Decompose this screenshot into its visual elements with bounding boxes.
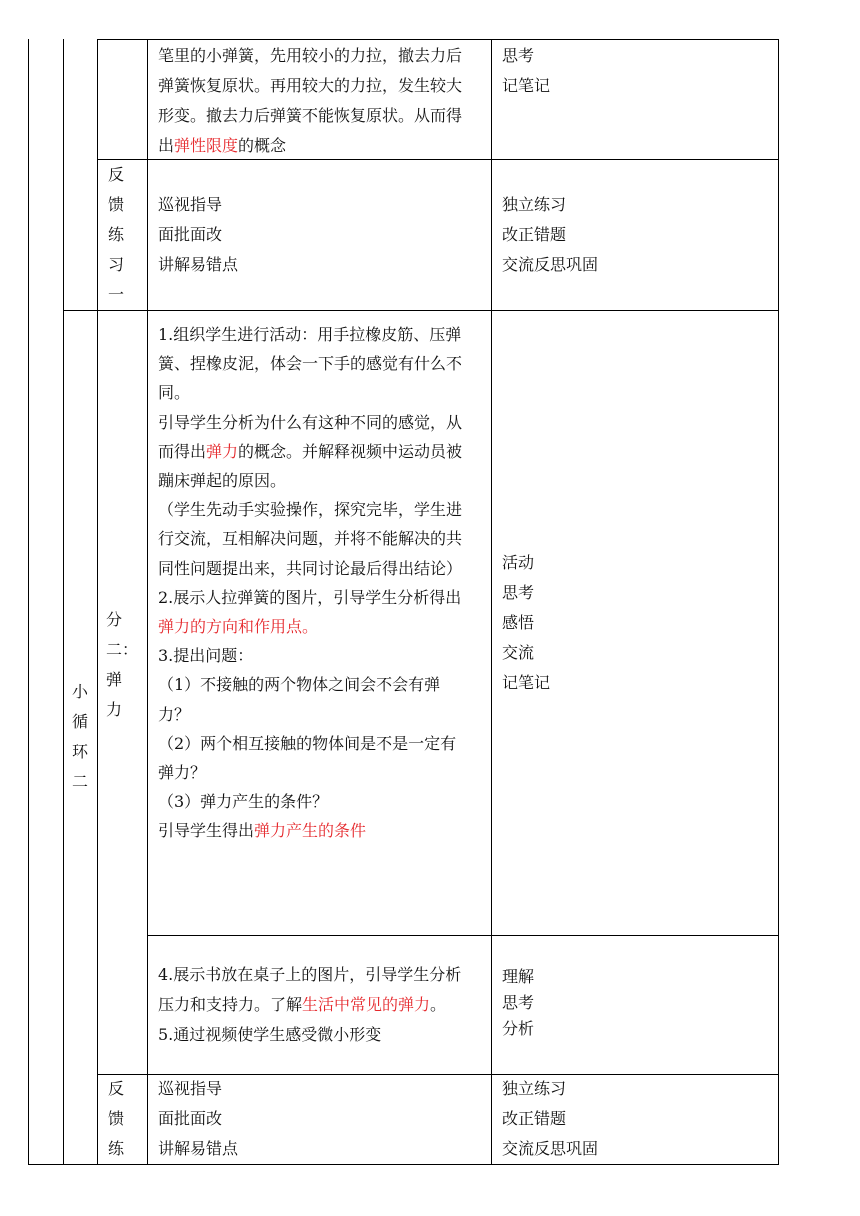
student-activity-line: 改正错题: [502, 1109, 567, 1128]
text-segment: 力？: [158, 704, 191, 724]
text-segment: 3.提出问题：: [158, 646, 254, 666]
teacher-activity-line: [158, 670, 462, 699]
stage-char: 练: [107, 225, 124, 244]
teacher-activity-line: [158, 787, 462, 816]
cycle-char: 循: [71, 712, 88, 731]
cycle-char: 二: [71, 772, 88, 791]
teacher-activity-line: 巡视指导: [158, 1079, 223, 1098]
stage-char: 反: [107, 1079, 124, 1098]
text-segment: 同性问题提出来，共同讨论最后得出结论）: [158, 558, 463, 578]
student-activity-line: 理解: [502, 967, 535, 986]
text-segment: 压力和支持力。了解: [158, 995, 303, 1014]
stage-char: 反: [107, 165, 124, 184]
teacher-activity-line: [158, 466, 462, 495]
teacher-activity-line: [158, 700, 462, 729]
teacher-activity-line: [158, 990, 461, 1020]
cycle-char: 环: [71, 742, 88, 761]
stage-char: 习: [107, 255, 124, 274]
row-5-teacher-activity: [158, 1074, 238, 1164]
text-segment: （学生先动手实验操作，探究完毕，学生进: [158, 500, 463, 520]
teacher-activity-line: [158, 641, 462, 670]
text-segment: 而得出: [158, 441, 207, 461]
stage-char: 馈: [107, 195, 124, 214]
teacher-activity-line: 讲解易错点: [158, 1139, 239, 1158]
row-3-student-activity: [502, 548, 550, 698]
row-5-stage-label: [104, 1074, 128, 1164]
student-activity-line: 改正错题: [502, 225, 567, 244]
teacher-activity-line: [158, 816, 462, 845]
text-segment: 的概念: [238, 136, 287, 155]
text-segment: （1）不接触的两个物体之间会不会有弹: [158, 675, 441, 695]
row-2-teacher-activity: [158, 190, 238, 280]
student-activity-line: 分析: [502, 1019, 535, 1038]
teacher-activity-line: 讲解易错点: [158, 255, 239, 274]
text-segment: （3）弹力产生的条件？: [158, 792, 329, 812]
text-segment: 行交流，互相解决问题，并将不能解决的共: [158, 529, 463, 549]
teacher-activity-line: [158, 101, 462, 131]
teacher-activity-line: [158, 960, 461, 990]
student-activity-line: 交流: [502, 643, 535, 662]
highlighted-term: 弹力: [206, 441, 239, 461]
row-3-stage-label: [106, 605, 138, 725]
student-activity-line: 独立练习: [502, 195, 567, 214]
teacher-activity-line: [158, 612, 462, 641]
student-activity-line: 思考: [502, 993, 535, 1012]
teacher-activity-line: [158, 320, 462, 349]
teacher-activity-line: [158, 131, 462, 161]
stage-char: 一: [107, 285, 124, 304]
text-segment: 2.展示人拉弹簧的图片，引导学生分析得出: [158, 587, 462, 607]
row-4-student-activity: [502, 964, 534, 1042]
teacher-activity-line: [158, 71, 462, 101]
row-1-student-activity: [502, 41, 550, 101]
cycle-char: 小: [71, 682, 88, 701]
highlighted-term: 弹力的方向和作用点。: [158, 617, 319, 637]
student-activity-line: 活动: [502, 553, 535, 572]
teacher-activity-line: [158, 495, 462, 524]
text-segment: 。: [430, 995, 447, 1014]
row-2-stage-label: [104, 160, 128, 310]
teacher-activity-line: [158, 349, 462, 378]
highlighted-term: 弹力产生的条件: [254, 821, 367, 841]
student-activity-line: 交流反思巩固: [502, 1139, 599, 1158]
highlighted-term: 弹性限度: [174, 136, 239, 155]
teacher-activity-line: [158, 758, 462, 787]
teacher-activity-line: [158, 378, 462, 407]
text-segment: 出: [158, 136, 175, 155]
row-5-student-activity: [502, 1074, 598, 1164]
student-activity-line: 记笔记: [502, 76, 551, 95]
text-segment: 引导学生分析为什么有这种不同的感觉，从: [158, 412, 463, 432]
text-segment: 的概念。并解释视频中运动员被: [238, 441, 463, 461]
student-activity-line: 独立练习: [502, 1079, 567, 1098]
text-segment: 形变。撤去力后弹簧不能恢复原状。从而得: [158, 106, 463, 125]
student-activity-line: 思考: [502, 46, 535, 65]
row-2-student-activity: [502, 190, 598, 280]
teacher-activity-line: [158, 729, 462, 758]
row-1-teacher-activity: [158, 41, 462, 161]
teacher-activity-line: [158, 1020, 461, 1050]
student-activity-line: 思考: [502, 583, 535, 602]
text-segment: 笔里的小弹簧，先用较小的力拉，撤去力后: [158, 46, 463, 65]
text-segment: 5.通过视频使学生感受微小形变: [158, 1025, 382, 1044]
text-segment: 蹦床弹起的原因。: [158, 471, 287, 491]
teacher-activity-line: [158, 524, 462, 553]
row-3-teacher-activity: [158, 320, 462, 846]
text-segment: 4.展示书放在桌子上的图片，引导学生分析: [158, 965, 462, 984]
student-activity-line: 感悟: [502, 613, 535, 632]
teacher-activity-line: [158, 437, 462, 466]
teacher-activity-line: 巡视指导: [158, 195, 223, 214]
teacher-activity-line: 面批面改: [158, 1109, 223, 1128]
text-segment: 弹力？: [158, 763, 207, 783]
stage-char: 力: [106, 700, 123, 719]
highlighted-term: 生活中常见的弹力: [302, 995, 431, 1014]
stage-char: 分: [106, 610, 123, 629]
teacher-activity-line: [158, 554, 462, 583]
text-segment: （2）两个相互接触的物体间是不是一定有: [158, 733, 457, 753]
stage-char: 馈: [107, 1109, 124, 1128]
stage-char: 练: [107, 1139, 124, 1158]
text-segment: 弹簧恢复原状。再用较大的力拉，发生较大: [158, 76, 463, 95]
student-activity-line: 交流反思巩固: [502, 255, 599, 274]
stage-char: 弹: [106, 670, 123, 689]
stage-char: 二：: [106, 640, 139, 659]
cycle-label: [68, 677, 92, 797]
teacher-activity-line: [158, 41, 462, 71]
row-4-teacher-activity: [158, 960, 461, 1050]
text-segment: 簧、捏橡皮泥，体会一下手的感觉有什么不: [158, 354, 463, 374]
teacher-activity-line: [158, 583, 462, 612]
text-segment: 同。: [158, 383, 191, 403]
student-activity-line: 记笔记: [502, 673, 551, 692]
text-segment: 1.组织学生进行活动：用手拉橡皮筋、压弹: [158, 325, 462, 344]
teacher-activity-line: [158, 408, 462, 437]
teacher-activity-line: 面批面改: [158, 225, 223, 244]
text-segment: 引导学生得出: [158, 821, 255, 841]
